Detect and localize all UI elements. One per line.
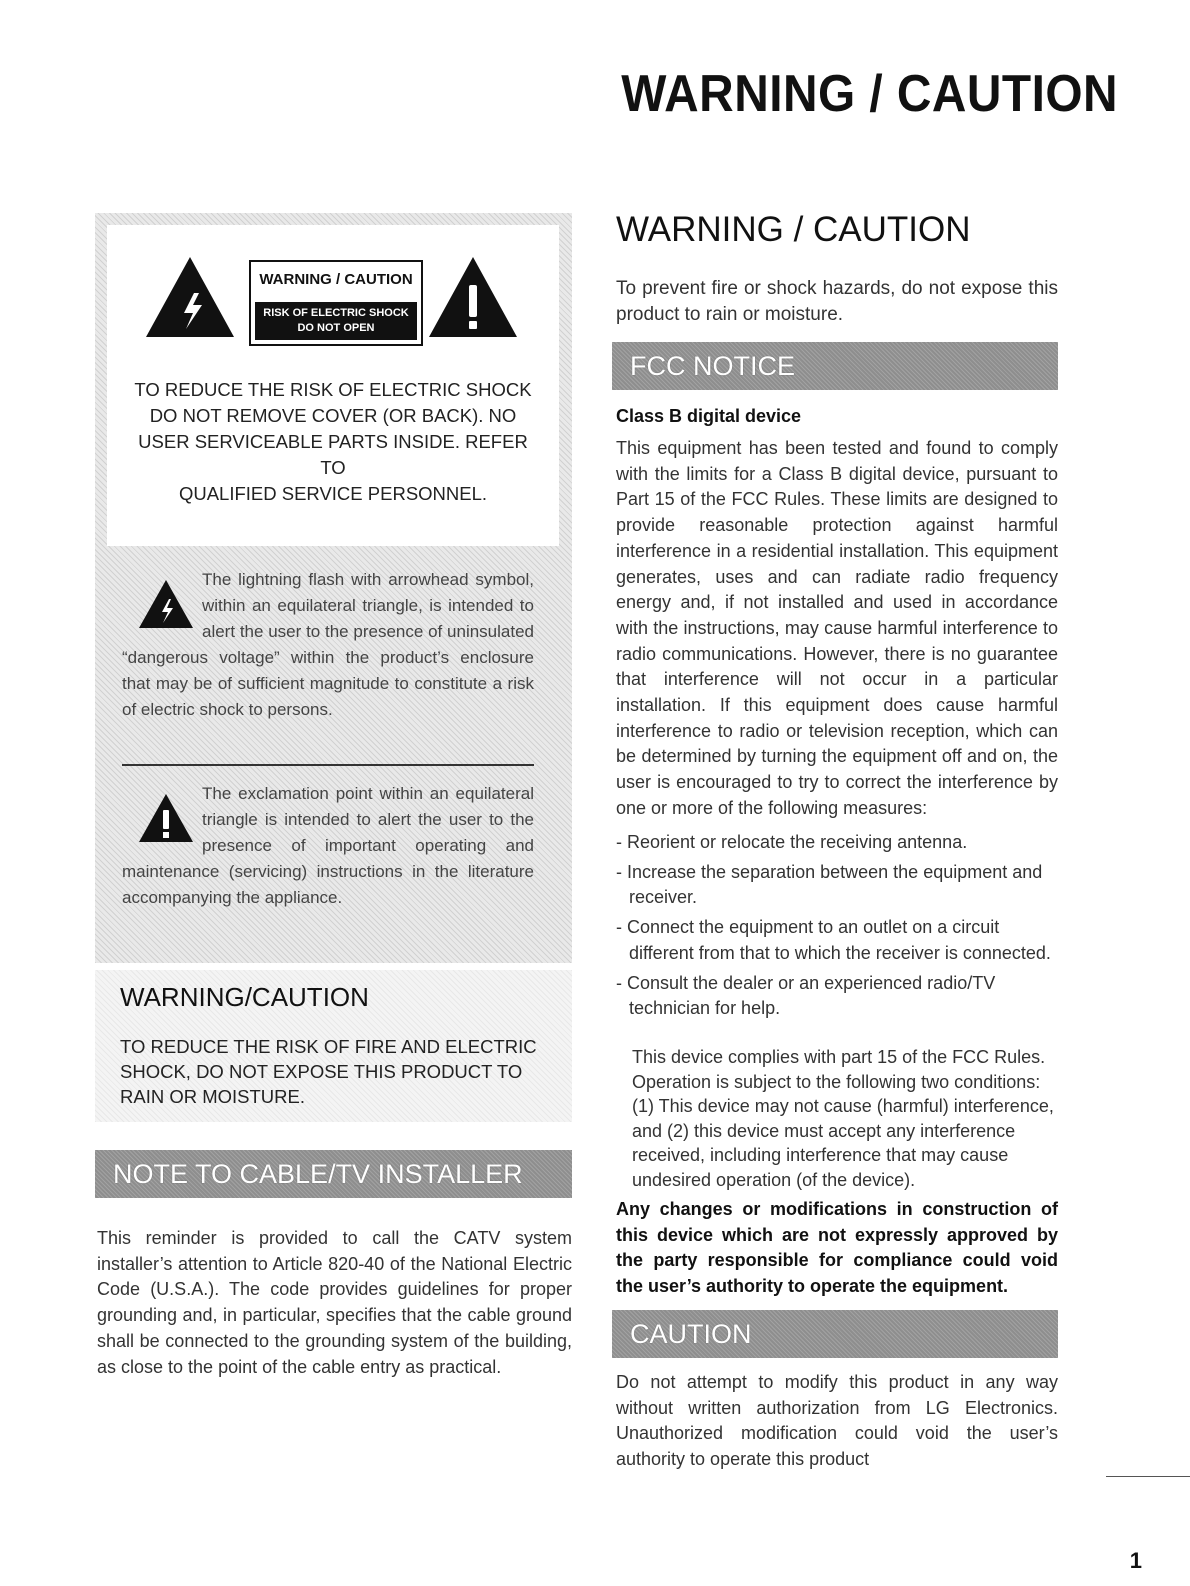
lightning-text: The lightning flash with arrowhead symbol, within an equilateral triangle, is intended to alert the user to the presence of uninsulated “dangerous voltage” within the product’s enclosure that may be of sufficient magnitude to constitute a risk of electric shock to persons. (122, 570, 534, 719)
installer-text: This reminder is provided to call the CATV system installer’s attention to Article 820-40 of the National Electric Code (U.S.A.). The code provides guidelines for proper grounding and, in particular, specifies that the cable ground shall be connected to the grounding system of the building, as close to the point of the cable entry as practical. (97, 1228, 572, 1377)
class-b-title: Class B digital device (616, 406, 802, 426)
exclamation-explanation (122, 781, 534, 911)
label-risk-line1: RISK OF ELECTRIC SHOCK (263, 307, 409, 319)
shock-warning-area (107, 225, 559, 546)
shock-line: TO REDUCE THE RISK OF ELECTRIC SHOCK (134, 379, 532, 400)
shock-warning-text (127, 377, 539, 507)
fcc-heading (612, 342, 1058, 390)
lightning-explanation (122, 567, 534, 723)
shock-line: USER SERVICEABLE PARTS INSIDE. REFER TO (138, 431, 528, 478)
warning-label (249, 260, 423, 346)
caution-text: Do not attempt to modify this product in any way without written authorization from LG Electronics. Unauthorized modification could void the user’s authority to operate this product (616, 1372, 1058, 1470)
divider (122, 764, 534, 766)
page-number: 1 (1129, 1548, 1142, 1573)
section-heading: WARNING / CAUTION (616, 210, 971, 249)
changes-warning: Any changes or modifications in construction of this device which are not expressly approved by the party responsible for compliance could void the user’s authority to operate the equipment. (616, 1199, 1058, 1297)
page-number-rule (1106, 1476, 1190, 1477)
label-risk-line2: DO NOT OPEN (297, 322, 375, 334)
exclamation-text: The exclamation point within an equilateral triangle is intended to alert the user to the presence of important operating and maintenance (servicing) instructions in the literature accompanying the appliance. (122, 784, 534, 907)
measure-item: - Increase the separation between the equipment and receiver. (616, 861, 1043, 908)
lightning-triangle-icon (144, 255, 236, 339)
warning-caution-title: WARNING/CAUTION (120, 982, 369, 1012)
page-title: WARNING / CAUTION (621, 65, 1118, 123)
lightning-small-icon-holder (122, 567, 202, 642)
shock-line: QUALIFIED SERVICE PERSONNEL. (178, 483, 488, 504)
warning-caution-text: TO REDUCE THE RISK OF FIRE AND ELECTRIC SHOCK, DO NOT EXPOSE THIS PRODUCT TO RAIN OR MOISTURE. (120, 1036, 537, 1107)
measure-item: - Consult the dealer or an experienced radio/TV technician for help. (616, 972, 996, 1019)
measure-item: - Connect the equipment to an outlet on a circuit different from that to which the receiver is connected. (616, 917, 1051, 963)
exclamation-small-icon (138, 793, 194, 843)
measure-item: - Reorient or relocate the receiving antenna. (616, 832, 968, 852)
label-risk (255, 302, 417, 340)
warning-symbols-panel (95, 213, 572, 963)
measures-list (616, 830, 1058, 1022)
caution-heading (612, 1310, 1058, 1358)
installer-heading-text: NOTE TO CABLE/TV INSTALLER (113, 1159, 523, 1189)
installer-heading (95, 1150, 572, 1198)
caution-heading-text: CAUTION (630, 1319, 752, 1349)
shock-line: DO NOT REMOVE COVER (OR BACK). NO (149, 405, 517, 426)
lightning-small-icon (138, 579, 194, 629)
label-title: WARNING / CAUTION (259, 271, 413, 288)
intro-text: To prevent fire or shock hazards, do not expose this product to rain or moisture. (616, 278, 1058, 325)
warning-caution-box (95, 970, 572, 1122)
fcc-heading-text: FCC NOTICE (630, 351, 795, 381)
compliance-text: This device complies with part 15 of the FCC Rules. Operation is subject to the following two conditions: (1) This device may not cause (harmful) interference, and (2) this device must accept any interference received, including interference that may cause undesired operation (of the device). (632, 1047, 1054, 1190)
exclamation-small-icon-holder (122, 781, 202, 856)
fcc-text: This equipment has been tested and found to comply with the limits for a Class B digital device, pursuant to Part 15 of the FCC Rules. These limits are designed to provide reasonable protection against harmful interference in a residential installation. This equipment generates, uses and can radiate radio frequency energy and, if not installed and used in accordance with the instructions, may cause harmful interference to radio communications. However, there is no guarantee that interference will not occur in a particular installation. If this equipment does cause harmful interference to radio or television reception, which can be determined by turning the equipment off and on, the user is encouraged to try to correct the interference by one or more of the following measures: (616, 438, 1058, 818)
exclamation-triangle-icon (427, 255, 519, 339)
